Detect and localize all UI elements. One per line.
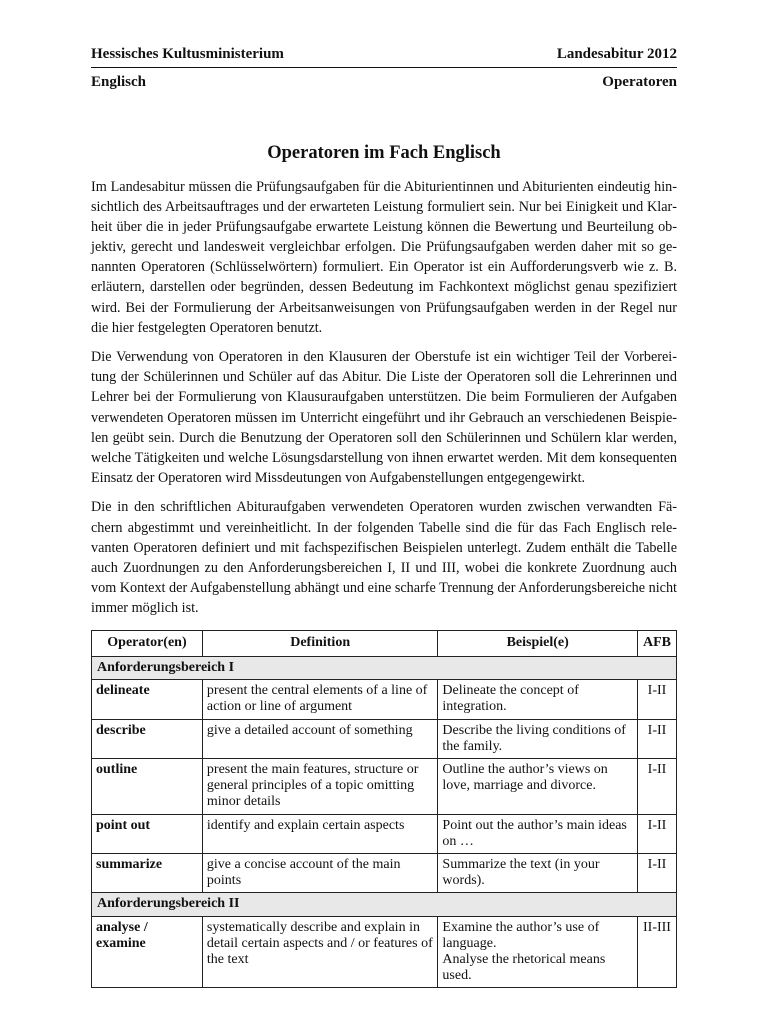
section-title: Anforderungsbereich I [92,657,677,680]
example-cell: Describe the living conditions of the family. [438,719,638,758]
definition-cell: systematically describe and explain in detail certain aspects and / or features of the text [202,916,438,988]
example-cell: Point out the author’s main ideas on … [438,814,638,853]
header-bottom-row [91,68,677,92]
intro-text [91,177,677,627]
example-line: Examine the author’s use of language. [442,919,600,951]
operator-cell: outline [92,759,203,815]
afb-cell: I-II [637,854,676,893]
col-header-afb: AFB [637,631,676,657]
operator-cell: summarize [92,854,203,893]
operator-cell: describe [92,719,203,758]
example-cell: Outline the author’s views on love, marriage and divorce. [438,759,638,815]
afb-cell: I-II [637,759,676,815]
col-header-definition: Definition [202,631,438,657]
afb-cell: I-II [637,719,676,758]
page-title: Operatoren im Fach Englisch [267,143,501,163]
header-topic: Operatoren [602,74,677,90]
table-row [92,680,677,719]
header-subject: Englisch [91,74,147,90]
operator-cell: delineate [92,680,203,719]
section-row [92,893,677,916]
table-row [92,814,677,853]
example-cell [438,916,638,988]
table-row [92,719,677,758]
afb-cell: II-III [637,916,676,988]
operator-cell: analyse / examine [92,916,203,988]
example-cell: Delineate the concept of integration. [438,680,638,719]
header-ministry: Hessisches Kultusministerium [91,46,284,62]
table-row [92,916,677,988]
page-header [91,44,677,92]
paragraph: Im Landesabitur müssen die Prüfungsaufgaben für die Abiturientinnen und Abiturienten eindeutig hinsichtlich des Arbeitsauftrages und der erwarteten Leistung formuliert sein. Nur bei Einigkeit und Klarheit über die in jeder Prüfungsaufgabe erwartete Leistung können die Bewertung und Beurteilung objektiv, gerecht und landesweit vergleichbar erfolgen. Die Prüfungsaufgaben werden daher mit so genannten Operatoren (Schlüsselwörtern) formuliert. Ein Operator ist ein Aufforderungsverb wie z. B. erläutern, darstellen oder begründen, dessen Bedeutung im Fachkontext möglichst genau spezifiziert wird. Bei der Formulierung der Arbeitsanweisungen von Prüfungsaufgaben werden in der Regel nur die hier festgelegten Operatoren benutzt. [91,179,677,336]
definition-cell: present the central elements of a line of action or line of argument [202,680,438,719]
section-row [92,657,677,680]
col-header-example: Beispiel(e) [438,631,638,657]
section-title: Anforderungsbereich II [92,893,677,916]
operator-cell: point out [92,814,203,853]
col-header-operator: Operator(en) [92,631,203,657]
header-exam-year: Landesabitur 2012 [556,46,677,62]
definition-cell: present the main features, structure or general principles of a topic omitting minor details [202,759,438,815]
paragraph: Die in den schriftlichen Abituraufgaben verwendeten Operatoren wurden zwischen verwandten Fächern abgestimmt und vereinheitlicht. In der folgenden Tabelle sind die für das Fach Englisch relevanten Operatoren definiert und mit fachspezifischen Beispielen unterlegt. Zudem enthält die Tabelle auch Zuordnungen zu den Anforderungsbereichen I, II und III, wobei die konkrete Zuordnung auch vom Kontext der Aufgabenstellung abhängt und eine scharfe Trennung der Anforderungsbereiche nicht immer möglich ist. [91,499,677,616]
definition-cell: give a concise account of the main points [202,854,438,893]
table-header-row [92,631,677,657]
header-top-row [91,44,677,68]
operators-table [91,630,677,988]
afb-cell: I-II [637,814,676,853]
table-row [92,759,677,815]
example-cell: Summarize the text (in your words). [438,854,638,893]
definition-cell: identify and explain certain aspects [202,814,438,853]
table-row [92,854,677,893]
paragraph: Die Verwendung von Operatoren in den Klausuren der Oberstufe ist ein wichtiger Teil der Vorbereitung der Schülerinnen und Schüler auf das Abitur. Die Liste der Operatoren soll die Lehrerinnen und Lehrer bei der Formulierung von Klausuraufgaben unterstützen. Die beim Formulieren der Aufgaben verwendeten Operatoren müssen im Unterricht eingeführt und ihr Gebrauch an verschiedenen Beispielen geübt sein. Durch die Benutzung der Operatoren soll den Schülerinnen und Schülern klar werden, welche Tätigkeiten und welche Lösungsdarstellung von ihnen erwartet werden. Mit dem konsequenten Einsatz der Operatoren wird Missdeutungen von Aufgabenstellungen entgegengewirkt. [91,349,677,486]
example-line: Analyse the rhetorical means used. [442,952,606,984]
afb-cell: I-II [637,680,676,719]
definition-cell: give a detailed account of something [202,719,438,758]
